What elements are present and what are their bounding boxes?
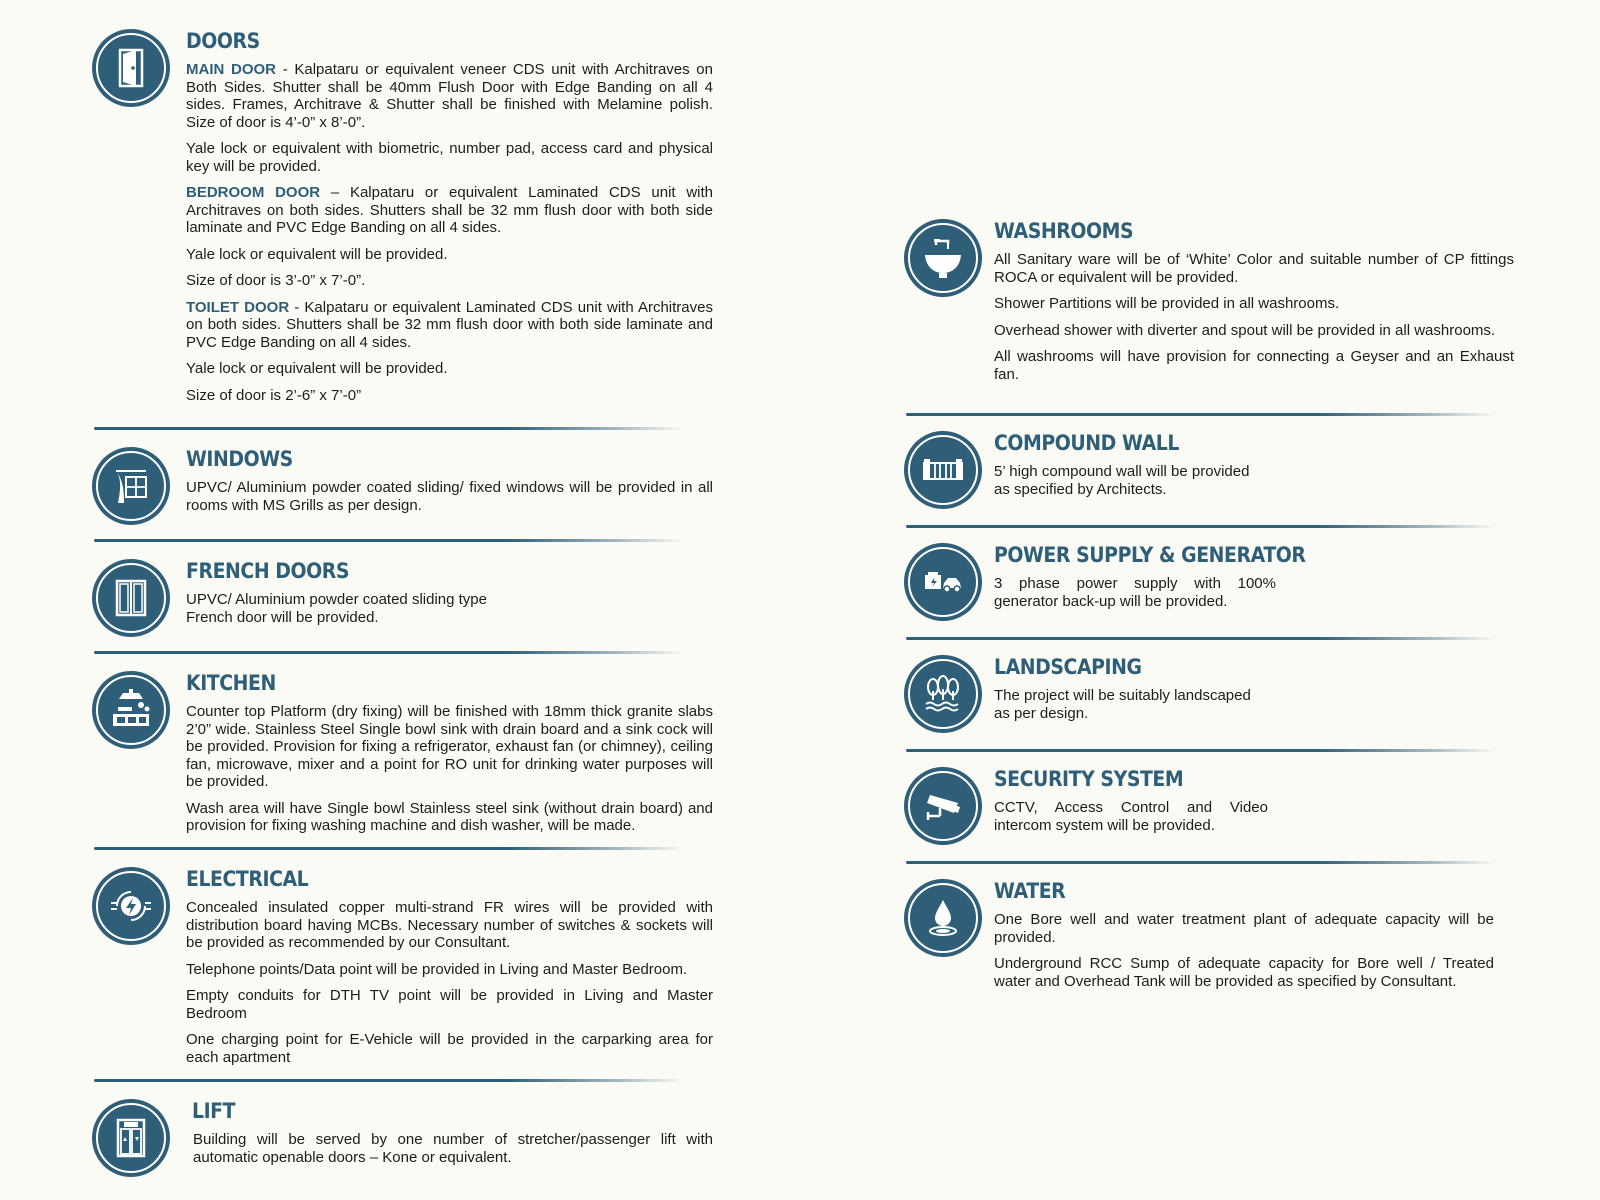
electrical-p4: One charging point for E-Vehicle will be provided in the carparking area for each apartment [186,1031,713,1066]
power-supply-title: POWER SUPPLY & GENERATOR [994,543,1306,567]
divider [906,413,1496,416]
compound-wall-body [994,463,1294,498]
kitchen-body [186,703,713,844]
bedroom-door-paragraph [186,184,713,237]
washrooms-body [994,251,1514,392]
compound-wall-title: COMPOUND WALL [994,431,1179,455]
landscaping-line1: The project will be suitably landscaped [994,687,1251,704]
electrical-body [186,899,713,1075]
main-door-text: - Kalpataru or equivalent veneer CDS unit with Architraves on Both Sides. Shutter shall be 40mm Flush Door with Edge Banding on all 4 sides. Frames, Architrave & Shutter shall be finished with Melamine polish. Size of door is 4’-0” x 8’-0”. [186,61,713,131]
windows-title: WINDOWS [186,447,293,471]
divider [94,427,684,430]
lift-icon [92,1099,170,1177]
divider [94,651,684,654]
divider [906,749,1496,752]
toilet-size-text: Size of door is 2’-6” x 7’-0” [186,386,362,404]
bedroom-size-text: Size of door is 3’-0” x 7’-0”. [186,272,366,289]
water-title: WATER [994,879,1066,903]
lift-body [193,1131,713,1175]
electrical-p2: Telephone points/Data point will be provided in Living and Master Bedroom. [186,960,688,978]
washrooms-p3: Overhead shower with diverter and spout will be provided in all washrooms. [994,321,1496,339]
washbasin-icon [904,219,982,297]
bedroom-lock-text: Yale lock or equivalent will be provided. [186,245,448,263]
divider [906,861,1496,864]
washrooms-title: WASHROOMS [994,219,1134,243]
cctv-camera-icon [904,767,982,845]
kitchen-p1: Counter top Platform (dry fixing) will be finished with 18mm thick granite slabs 2’0” wide. Stainless Steel Single bowl sink with drain board and a sink cock will be provided. Provision for fixing a refrigerator, exhaust fan (or chimney), ceiling fan, microwave, mixer and a point for RO unit for drinking water purposes will be provided. [186,703,713,790]
toilet-lock-text: Yale lock or equivalent will be provided. [186,360,448,377]
security-title: SECURITY SYSTEM [994,767,1184,791]
main-door-paragraph [186,61,713,131]
compound-wall-line1: 5’ high compound wall will be provided [994,463,1250,480]
kitchen-title: KITCHEN [186,671,276,695]
electrical-p1: Concealed insulated copper multi-strand FR wires will be provided with distribution board having MCBs. Necessary number of switches & sockets will be provided as recommended by our Consultant. [186,899,713,951]
french-doors-line2: French door will be provided. [186,608,379,626]
lift-text: Building will be served by one number of stretcher/passenger lift with automatic openable doors – Kone or equivalent. [193,1131,713,1166]
lift-title: LIFT [192,1099,236,1123]
power-supply-body [994,575,1276,610]
landscaping-title: LANDSCAPING [994,655,1142,679]
landscaping-line2: as per design. [994,704,1089,722]
door-icon [92,29,170,107]
compound-wall-line2: as specified by Architects. [994,480,1167,498]
power-supply-line2: generator back-up will be provided. [994,592,1228,610]
french-door-icon [92,559,170,637]
divider [906,525,1496,528]
bedroom-door-text: – Kalpataru or equivalent Laminated CDS unit with Architraves on both sides. Shutters shall be 32 mm flush door with both side laminate and PVC Edge Banding on all 4 sides. [186,184,713,236]
window-icon [92,447,170,525]
windows-body [186,479,713,523]
kitchen-p2: Wash area will have Single bowl Stainless steel sink (without drain board) and provision for fixing washing machine and dish washer, will be made. [186,799,713,834]
doors-body [186,61,713,413]
kitchen-icon [92,671,170,749]
washrooms-p1: All Sanitary ware will be of ‘White’ Color and suitable number of CP fittings ROCA or equivalent will be provided. [994,251,1514,286]
divider [94,539,684,542]
water-body [994,911,1494,999]
main-lock-text: Yale lock or equivalent with biometric, number pad, access card and physical key will be provided. [186,140,713,175]
generator-icon [904,543,982,621]
electrical-title: ELECTRICAL [186,867,309,891]
french-doors-title: FRENCH DOORS [186,559,350,583]
electrical-p3: Empty conduits for DTH TV point will be provided in Living and Master Bedroom [186,987,713,1022]
landscaping-body [994,687,1294,722]
trees-icon [904,655,982,733]
toilet-door-text: - Kalpataru or equivalent Laminated CDS unit with Architraves on both sides. Shutters shall be 32 mm flush door with both side laminate and PVC Edge Banding on all 4 sides. [186,298,713,351]
water-p1: One Bore well and water treatment plant of adequate capacity will be provided. [994,911,1494,946]
toilet-door-paragraph [186,299,713,352]
doors-title: DOORS [186,29,260,53]
french-doors-body [186,591,546,626]
divider [94,847,684,850]
wall-icon [904,431,982,509]
security-body [994,799,1268,834]
electrical-plug-icon [92,867,170,945]
toilet-door-label: TOILET DOOR [186,298,290,316]
water-p2: Underground RCC Sump of adequate capacity for Bore well / Treated water and Overhead Tank will be provided as specified by Consultant. [994,955,1494,990]
power-supply-line1: 3 phase power supply with 100% [994,575,1276,592]
main-door-label: MAIN DOOR [186,61,277,78]
divider [906,637,1496,640]
water-drop-icon [904,879,982,957]
security-line2: intercom system will be provided. [994,816,1215,834]
bedroom-door-label: BEDROOM DOOR [186,184,321,201]
divider [94,1079,684,1082]
washrooms-p4: All washrooms will have provision for connecting a Geyser and an Exhaust fan. [994,348,1514,383]
windows-text: UPVC/ Aluminium powder coated sliding/ fixed windows will be provided in all rooms with MS Grills as per design. [186,479,713,514]
security-line1: CCTV, Access Control and Video [994,799,1268,816]
washrooms-p2: Shower Partitions will be provided in all washrooms. [994,295,1340,312]
french-doors-line1: UPVC/ Aluminium powder coated sliding type [186,591,487,608]
doors-section [0,0,800,420]
